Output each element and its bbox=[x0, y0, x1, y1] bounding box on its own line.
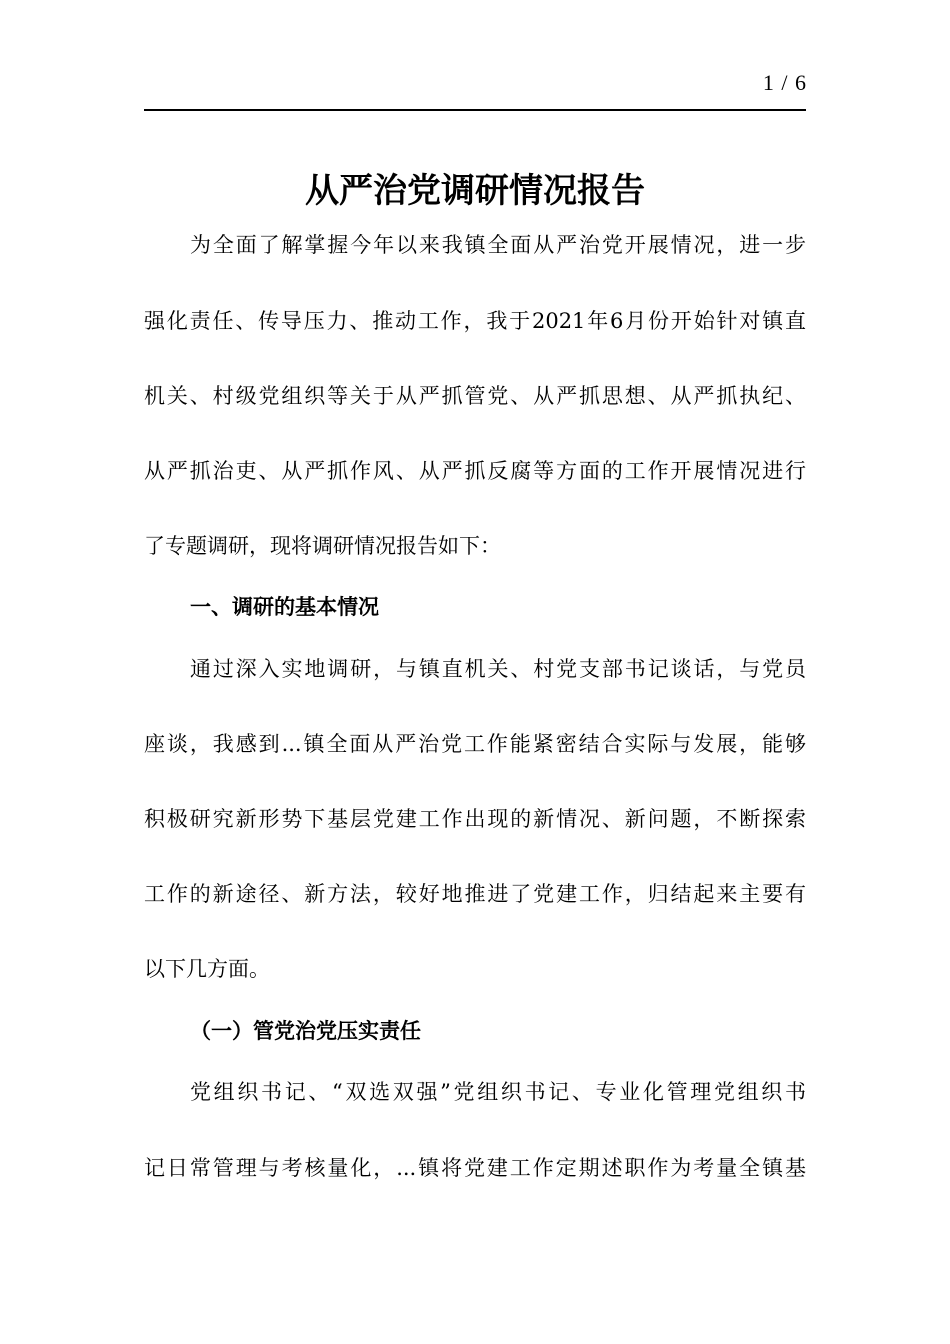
paragraph-line: 为全面了解掌握今年以来我镇全面从严治党开展情况，进一步 bbox=[190, 233, 806, 257]
paragraph-line: 记日常管理与考核量化，...镇将党建工作定期述职作为考量全镇基 bbox=[144, 1156, 806, 1180]
paragraph-line: 座谈，我感到...镇全面从严治党工作能紧密结合实际与发展，能够 bbox=[144, 732, 806, 756]
paragraph-line: 党组织书记、“双选双强”党组织书记、专业化管理党组织书 bbox=[190, 1080, 806, 1104]
paragraph-line: 机关、村级党组织等关于从严抓管党、从严抓思想、从严抓执纪、 bbox=[144, 384, 806, 408]
paragraph-line: 通过深入实地调研，与镇直机关、村党支部书记谈话，与党员 bbox=[190, 657, 806, 681]
document-title: 从严治党调研情况报告 bbox=[305, 171, 645, 211]
section-heading: 一、调研的基本情况 bbox=[190, 595, 379, 619]
subsection-heading: （一）管党治党压实责任 bbox=[190, 1019, 421, 1043]
paragraph-line: 强化责任、传导压力、推动工作，我于2021年6月份开始针对镇直 bbox=[144, 309, 806, 333]
page-number: 1 / 6 bbox=[762, 70, 807, 95]
paragraph-line: 从严抓治吏、从严抓作风、从严抓反腐等方面的工作开展情况进行 bbox=[144, 459, 806, 483]
paragraph-line: 积极研究新形势下基层党建工作出现的新情况、新问题，不断探索 bbox=[144, 807, 806, 831]
paragraph-line: 以下几方面。 bbox=[144, 957, 270, 981]
paragraph-line: 了专题调研，现将调研情况报告如下： bbox=[144, 534, 501, 558]
paragraph-line: 工作的新途径、新方法，较好地推进了党建工作，归结起来主要有 bbox=[144, 882, 806, 906]
header-divider bbox=[144, 109, 806, 111]
